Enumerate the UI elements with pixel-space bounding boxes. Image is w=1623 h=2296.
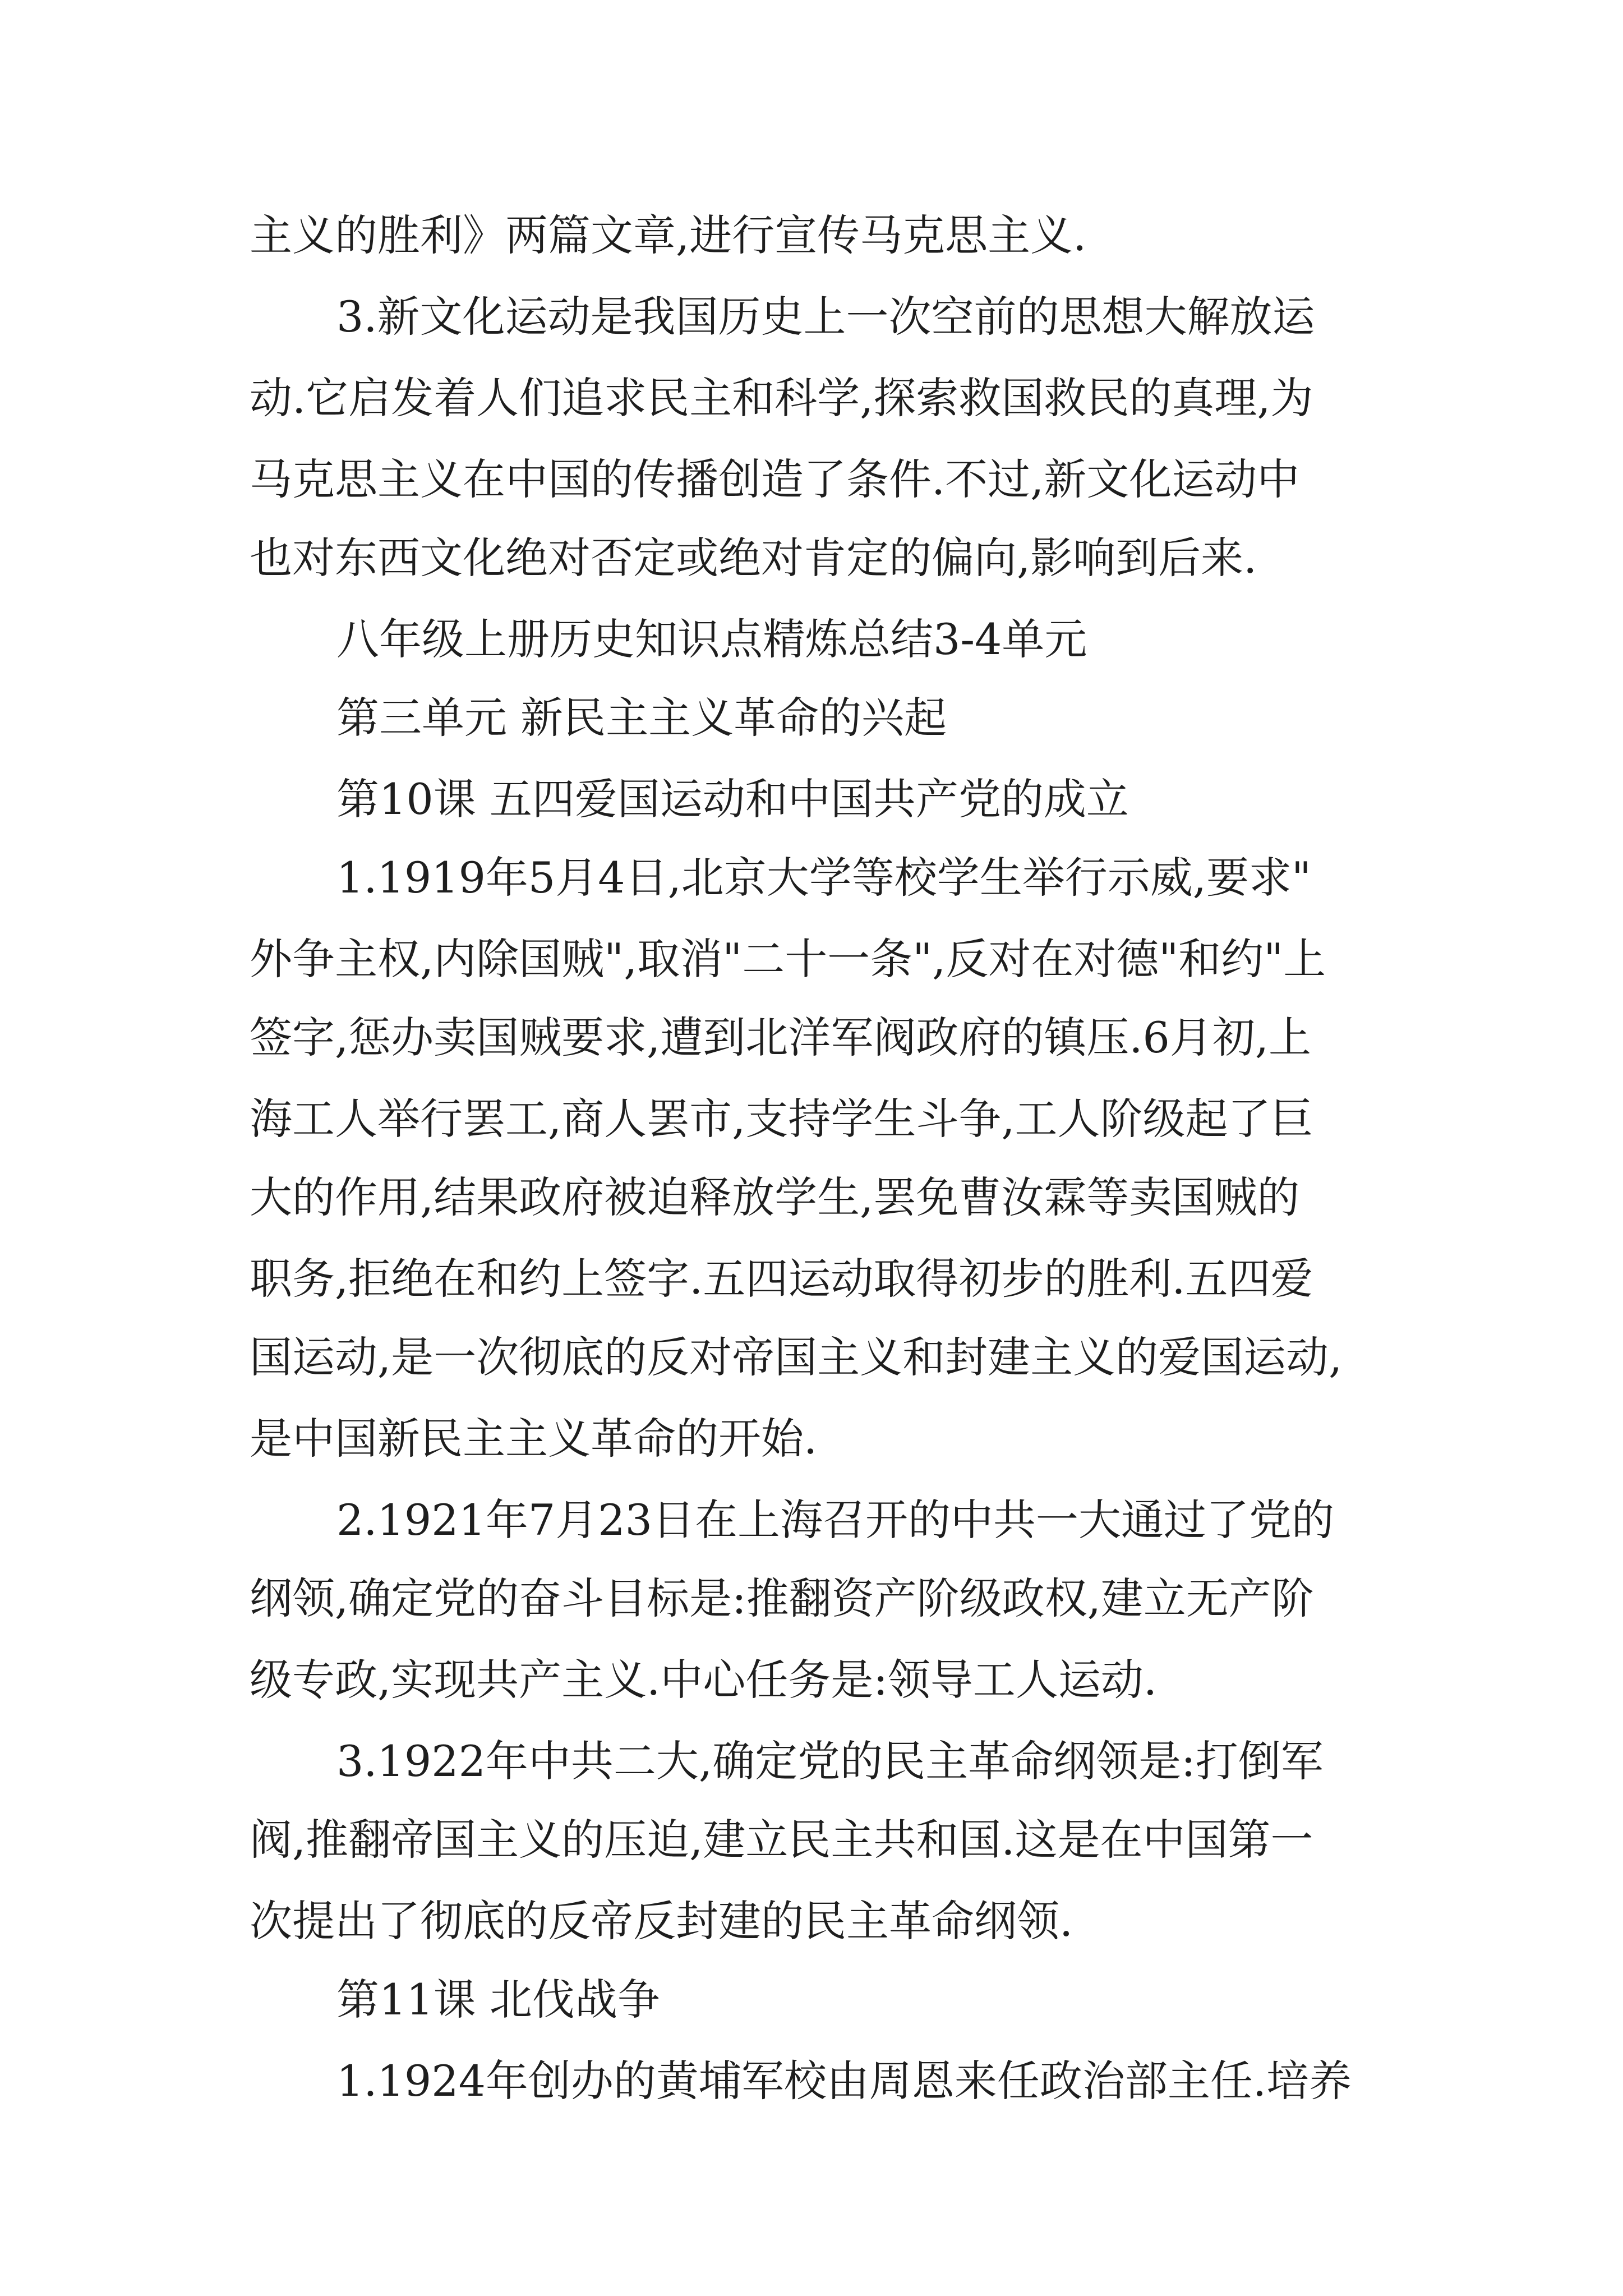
text-line: 大的作用,结果政府被迫释放学生,罢免曹汝霖等卖国贼的 [250, 1172, 1300, 1222]
text-line: 3.新文化运动是我国历史上一次空前的思想大解放运 [336, 292, 1315, 342]
text-line: 级专政,实现共产主义.中心任务是:领导工人运动. [250, 1655, 1158, 1705]
text-line: 纲领,确定党的奋斗目标是:推翻资产阶级政权,建立无产阶 [250, 1573, 1314, 1623]
text-line: 海工人举行罢工,商人罢市,支持学生斗争,工人阶级起了巨 [250, 1094, 1313, 1144]
text-line: 马克思主义在中国的传播创造了条件.不过,新文化运动中 [250, 454, 1300, 504]
text-line: 主义的胜利》两篇文章,进行宣传马克思主义. [250, 210, 1087, 260]
text-line: 2.1921年7月23日在上海召开的中共一大通过了党的 [336, 1495, 1334, 1545]
text-line: 是中国新民主主义革命的开始. [250, 1414, 818, 1464]
text-line: 第11课 北伐战争 [336, 1975, 660, 2024]
text-line: 外争主权,内除国贼",取消"二十一条",反对在对德"和约"上 [250, 934, 1326, 984]
text-line: 也对东西文化绝对否定或绝对肯定的偏向,影响到后来. [250, 533, 1257, 583]
text-line: 八年级上册历史知识点精炼总结3-4单元 [336, 614, 1087, 664]
text-line: 职务,拒绝在和约上签字.五四运动取得初步的胜利.五四爱 [250, 1254, 1313, 1304]
text-line: 签字,惩办卖国贼要求,遭到北洋军阀政府的镇压.6月初,上 [250, 1013, 1311, 1062]
text-line: 1.1924年创办的黄埔军校由周恩来任政治部主任.培养 [336, 2056, 1352, 2106]
text-line: 阀,推翻帝国主义的压迫,建立民主共和国.这是在中国第一 [250, 1815, 1313, 1865]
text-line: 3.1922年中共二大,确定党的民主革命纲领是:打倒军 [336, 1736, 1324, 1786]
text-line: 1.1919年5月4日,北京大学等校学生举行示威,要求" [336, 853, 1311, 903]
text-line: 次提出了彻底的反帝反封建的民主革命纲领. [250, 1896, 1073, 1946]
text-line: 国运动,是一次彻底的反对帝国主义和封建主义的爱国运动, [250, 1332, 1343, 1382]
text-line: 第10课 五四爱国运动和中国共产党的成立 [336, 774, 1129, 824]
text-line: 动.它启发着人们追求民主和科学,探索救国救民的真理,为 [250, 373, 1313, 423]
text-line: 第三单元 新民主主义革命的兴起 [336, 693, 947, 743]
